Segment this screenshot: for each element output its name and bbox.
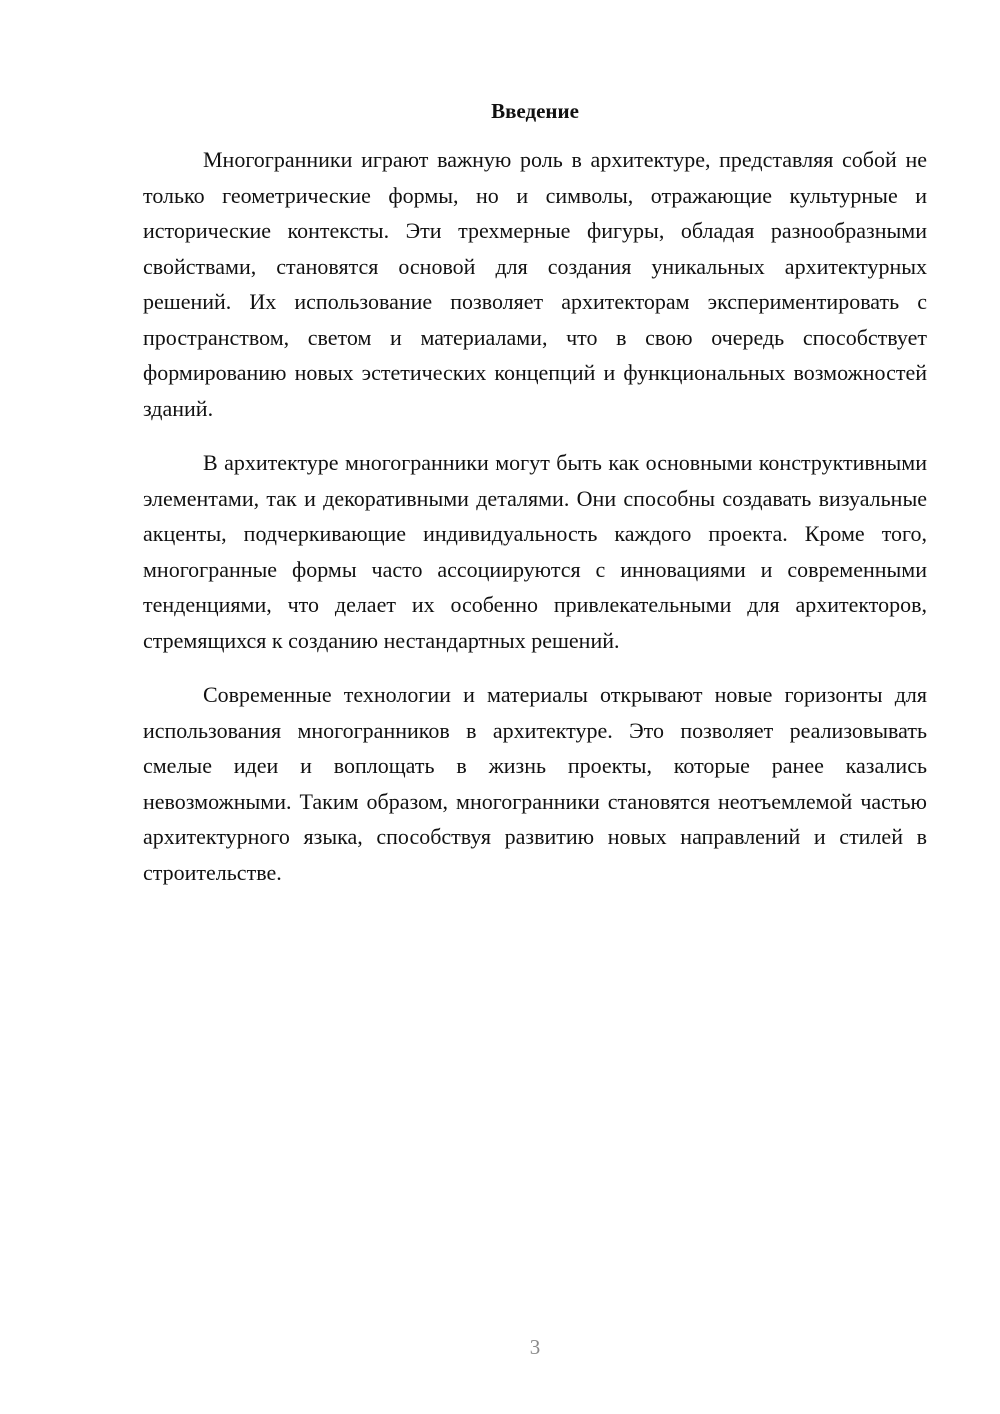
page-number: 3 (529, 1335, 541, 1359)
paragraph-2: В архитектуре многогранники могут быть как основными конструктивными элементами, так и декоративными деталями. Они способны создавать визуальные акценты, подчеркивающие индивидуальность каждого проекта. Кроме того, многогранные формы часто ассоциируются с инновациями и современными тенденциями, что делает их особенно привлекательными для архитекторов, стремящихся к созданию нестандартных решений. (143, 450, 927, 653)
section-title: Введение (491, 99, 579, 123)
paragraph-1: Многогранники играют важную роль в архитектуре, представляя собой не только геометрические формы, но и символы, отражающие культурные и исторические контексты. Эти трехмерные фигуры, обладая разнообразными свойствами, становятся основой для создания уникальных архитектурных решений. Их использование позволяет архитекторам экспериментировать с пространством, светом и материалами, что в свою очередь способствует формированию новых эстетических концепций и функциональных возможностей зданий. (143, 147, 927, 421)
document-body (143, 142, 927, 909)
paragraph-3: Современные технологии и материалы открывают новые горизонты для использования многогранников в архитектуре. Это позволяет реализовывать смелые идеи и воплощать в жизнь проекты, которые ранее казались невозможными. Таким образом, многогранники становятся неотъемлемой частью архитектурного языка, способствуя развитию новых направлений и стилей в строительстве. (143, 682, 927, 885)
